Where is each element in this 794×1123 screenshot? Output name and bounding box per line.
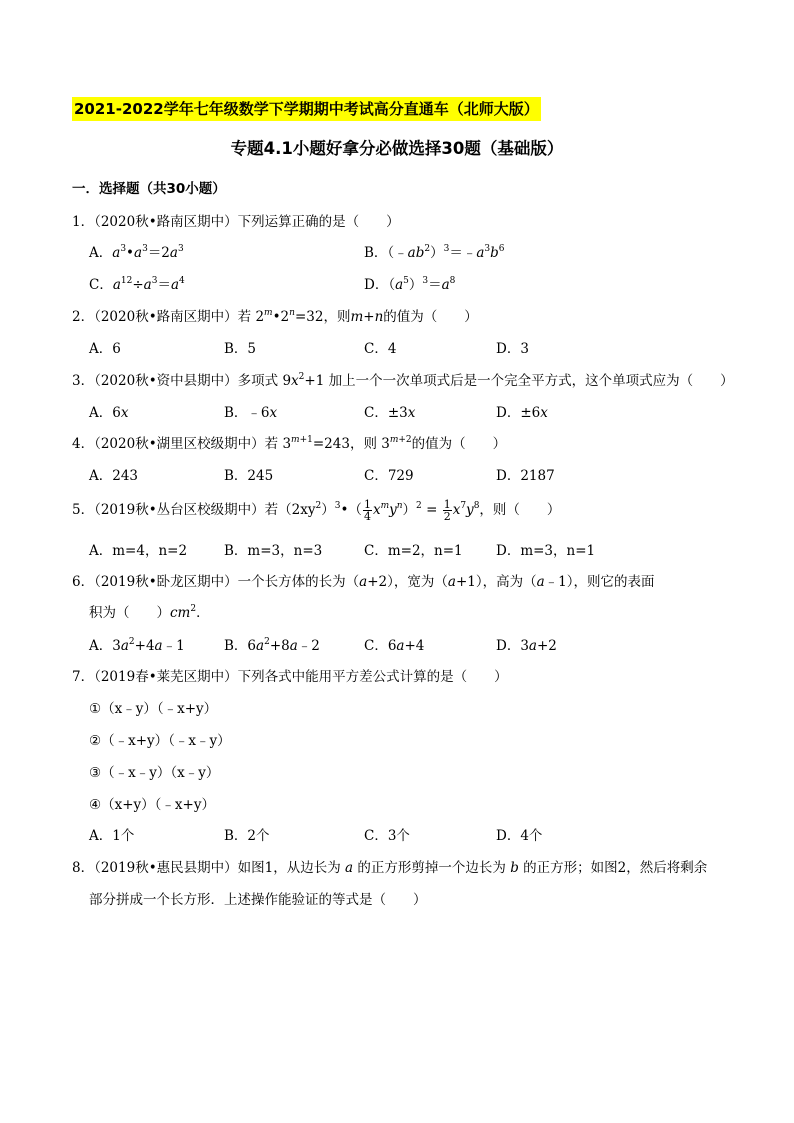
question-8-stem-line-1: 8．（2019秋•惠民县期中）如图1，从边长为 a 的正方形剪掉一个边长为 b 的正方形；如图2，然后将剩余 (72, 860, 708, 876)
question-7-option-b: B．2个 (224, 828, 270, 844)
question-3-option-c: C．±3x (364, 405, 416, 421)
question-5-option-b: B．m=3，n=3 (224, 543, 323, 559)
question-3-option-d: D．±6x (496, 405, 548, 421)
question-4-option-d: D．2187 (496, 468, 555, 484)
question-6-option-c: C．6a+4 (364, 638, 425, 654)
question-7-option-c: C．3个 (364, 828, 410, 844)
question-4-option-a: A．243 (89, 468, 139, 484)
question-1-stem: 1．（2020秋•路南区期中）下列运算正确的是（ ） (72, 214, 400, 230)
question-7-item-4: ④（x+y）（﹣x+y） (89, 797, 215, 813)
section-heading: 一．选择题（共30小题） (72, 181, 226, 197)
question-7-option-a: A．1个 (89, 828, 135, 844)
question-3-option-a: A．6x (89, 405, 129, 421)
question-5-option-c: C．m=2，n=1 (364, 543, 463, 559)
exam-series-banner: 2021-2022学年七年级数学下学期期中考试高分直通车（北师大版） (72, 97, 541, 121)
question-6-option-d: D．3a+2 (496, 638, 557, 654)
question-3-option-b: B．﹣6x (224, 405, 278, 421)
question-1-option-b: B．$(﹣ab^2)^3=﹣a^3b^6$ (364, 244, 505, 261)
question-4-stem: 4．（2020秋•湖里区校级期中）若 $3^{m+1}=243$，则 $3^{m+2}$的值为（ ） (72, 435, 507, 452)
question-2-option-a: A．6 (89, 341, 121, 357)
question-2-option-d: D．3 (496, 341, 529, 357)
question-7-item-2: ②（﹣x+y）（﹣x﹣y） (89, 733, 231, 749)
question-1-option-a: A．$a^3•a^3=2a^3$ (89, 244, 184, 261)
question-1-option-d: D．$(a^5)^3=a^8$ (364, 276, 456, 293)
question-7-item-3: ③（﹣x﹣y）（x﹣y） (89, 765, 220, 781)
question-2-option-c: C．4 (364, 341, 397, 357)
page-title: 专题4.1小题好拿分必做选择30题（基础版） (230, 139, 564, 158)
question-6-stem-line-2: 积为（ ）$cm^2$． (89, 604, 210, 621)
question-8-stem-line-2: 部分拼成一个长方形．上述操作能验证的等式是（ ） (89, 892, 427, 908)
question-2-stem: 2．（2020秋•路南区期中）若 $2^m•2^n=32$，则m+n的值为（ ） (72, 308, 478, 325)
question-5-option-d: D．m=3，n=1 (496, 543, 596, 559)
question-1-option-c: C．$a^{12}\div a^3=a^4$ (89, 276, 185, 293)
question-5-option-a: A．m=4，n=2 (89, 543, 188, 559)
question-6-option-a: A．$3a^2+4a﹣1$ (89, 637, 185, 654)
question-6-stem-line-1: 6．（2019秋•卧龙区期中）一个长方体的长为（a+2），宽为（a+1），高为（a﹣1），则它的表面 (72, 574, 655, 590)
question-2-option-b: B．5 (224, 341, 257, 357)
question-6-option-b: B．$6a^2+8a﹣2$ (224, 637, 320, 654)
question-5-stem: 5．（2019秋•丛台区校级期中）若$(2xy^2)^3•$（ $\frac{1}{4}$ $x^my^n)^2$ = $\frac{1}{2}$ $x^7y^8$，则（ ） (72, 498, 561, 523)
question-7-item-1: ①（x﹣y）（﹣x+y） (89, 701, 218, 717)
question-4-option-c: C．729 (364, 468, 414, 484)
question-4-option-b: B．245 (224, 468, 274, 484)
question-7-stem: 7．（2019春•莱芜区期中）下列各式中能用平方差公式计算的是（ ） (72, 669, 508, 685)
question-3-stem: 3．（2020秋•资中县期中）多项式 $9x^2+1$ 加上一个一次单项式后是一个完全平方式，这个单项式应为（ ） (72, 372, 734, 389)
question-7-option-d: D．4个 (496, 828, 543, 844)
